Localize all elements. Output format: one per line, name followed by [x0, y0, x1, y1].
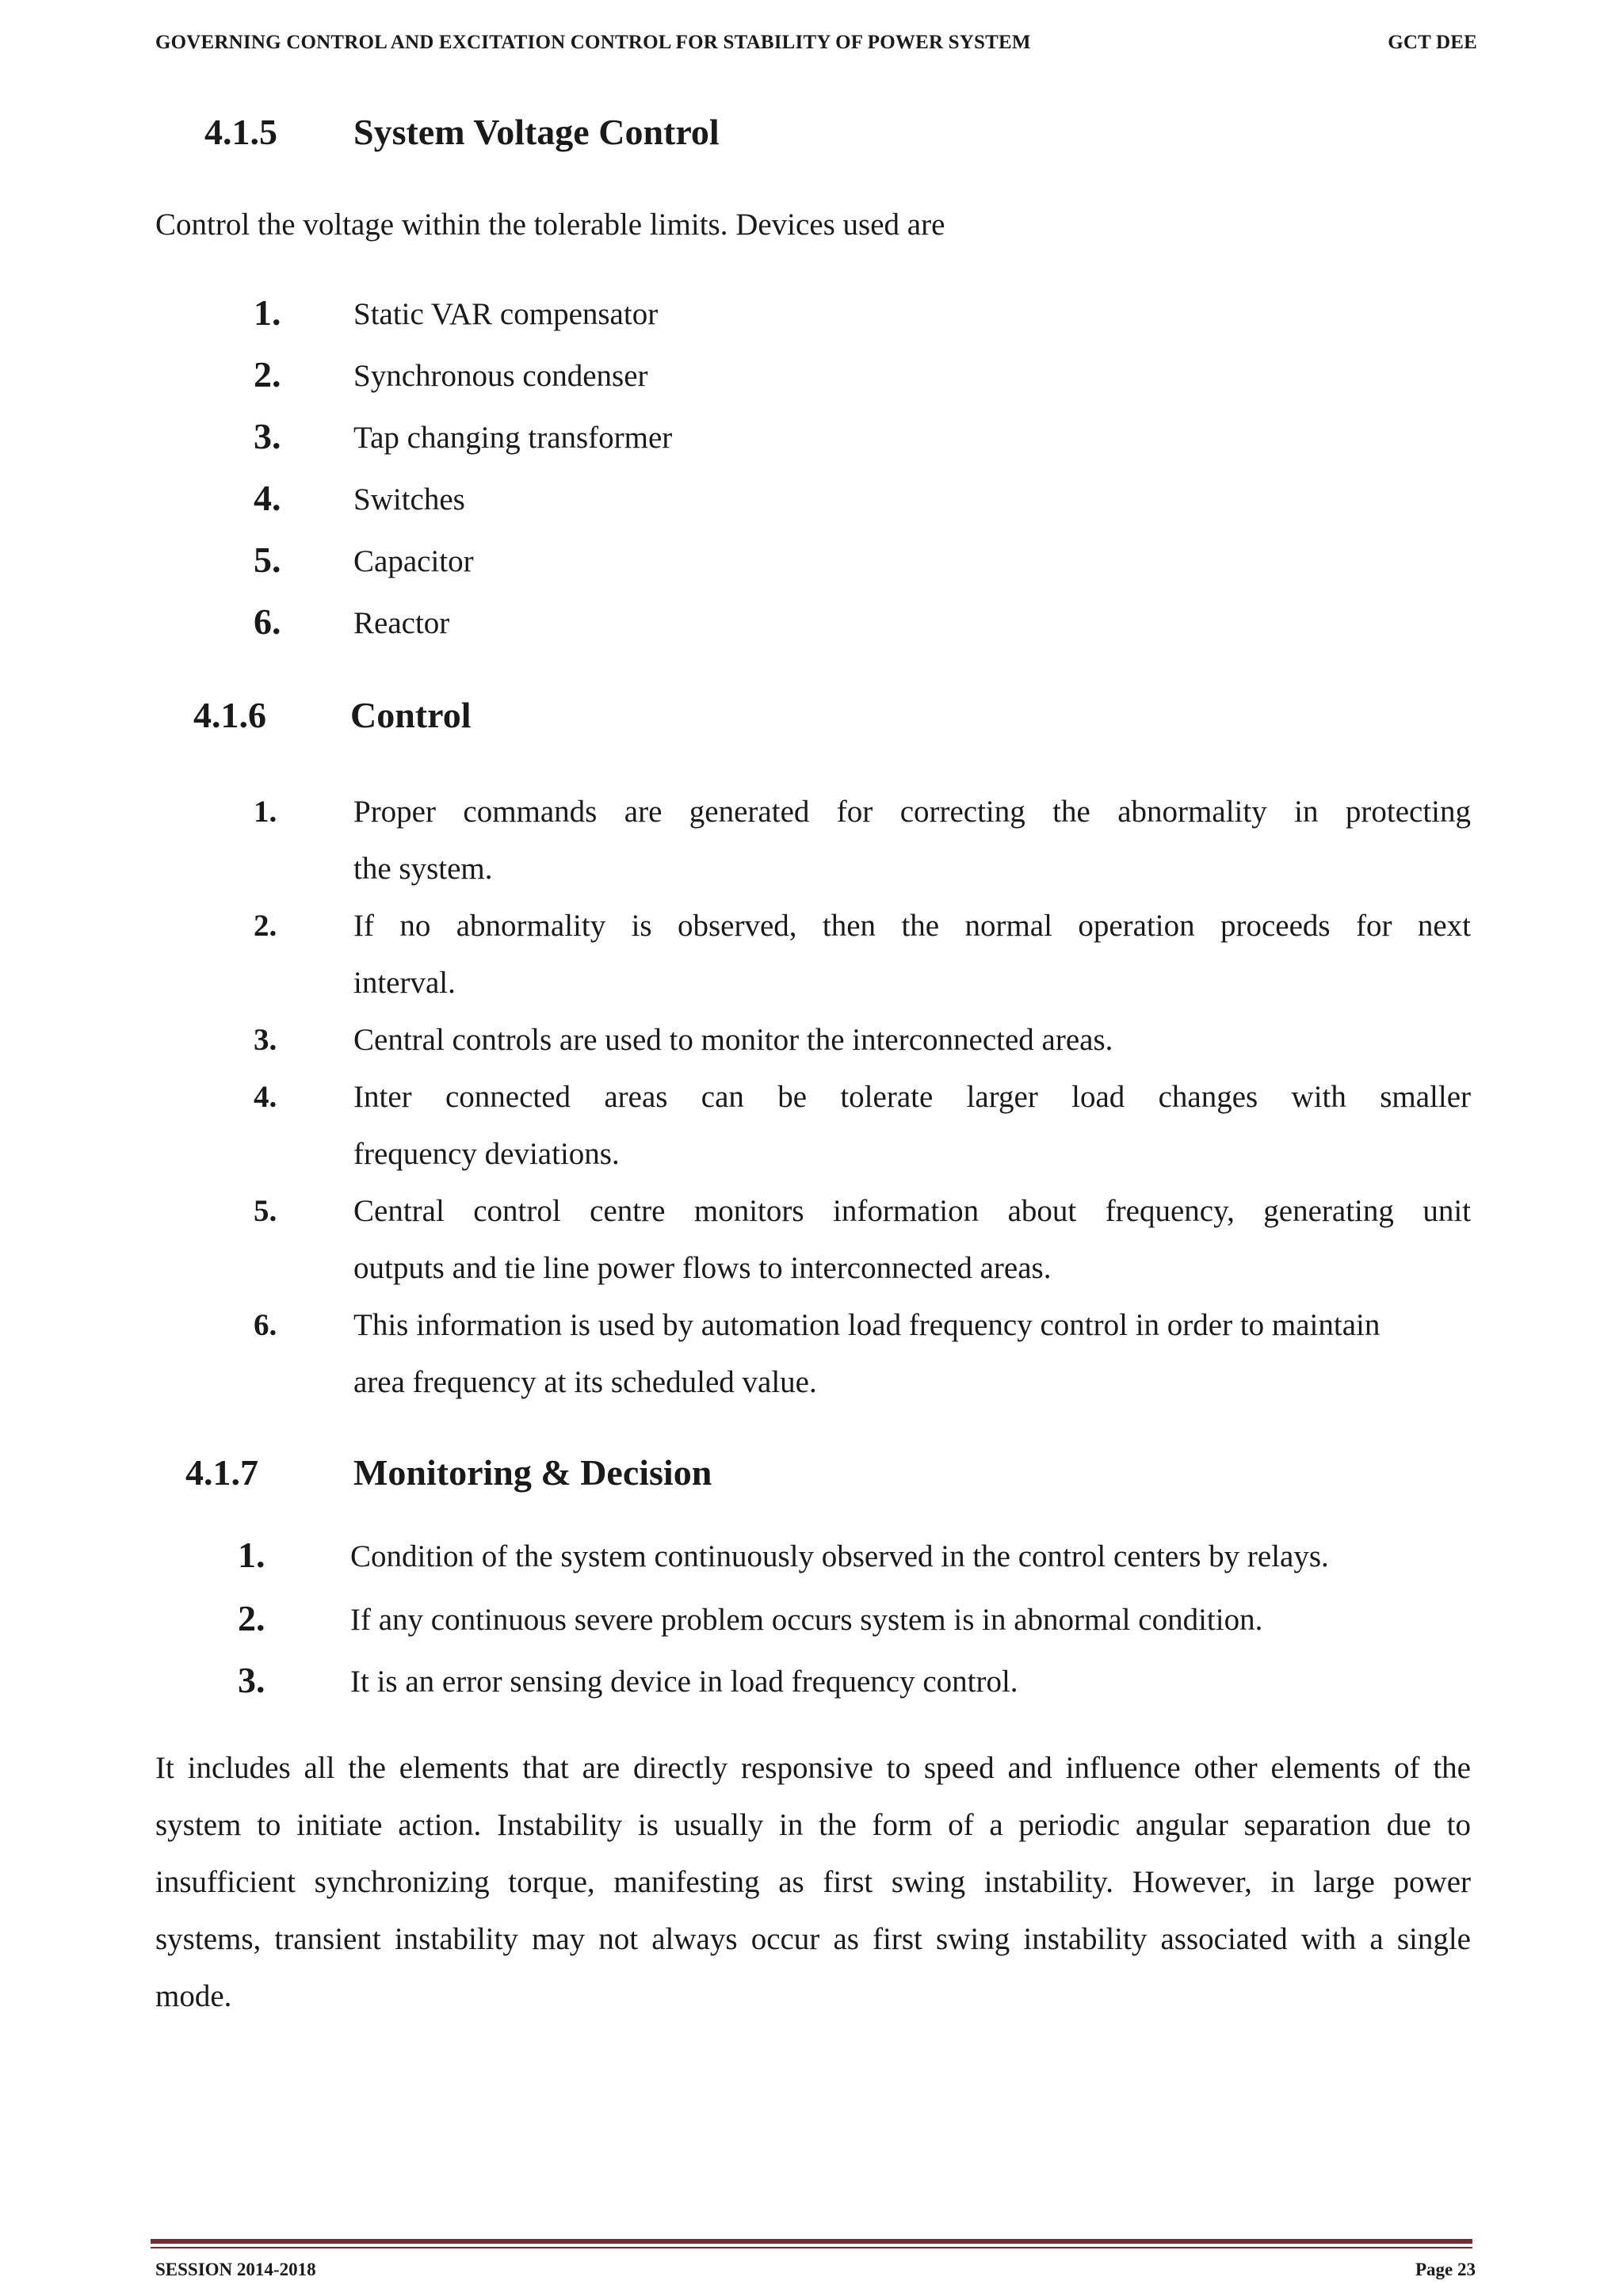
list-item: Switches [353, 482, 465, 517]
section-title-system-voltage-control: System Voltage Control [353, 112, 720, 152]
list-item-line: frequency deviations. [353, 1137, 620, 1171]
list-number: 3. [254, 1023, 277, 1057]
list-number: 5. [254, 540, 281, 580]
paragraph-line: mode. [155, 1979, 232, 2013]
list-item-line: Proper commands are generated for correcting the abnormality in protecting [353, 795, 1471, 829]
list-number: 5. [254, 1194, 277, 1228]
footer-session: SESSION 2014-2018 [155, 2260, 316, 2279]
section-intro: Control the voltage within the tolerable limits. Devices used are [155, 208, 945, 242]
list-item: Reactor [353, 606, 450, 640]
list-item: If any continuous severe problem occurs system is in abnormal condition. [350, 1603, 1263, 1637]
list-number: 2. [238, 1598, 265, 1638]
footer-rule [151, 2239, 1472, 2244]
list-item: Tap changing transformer [353, 421, 673, 455]
list-number: 3. [238, 1660, 265, 1700]
list-item-line: Central control centre monitors information about frequency, generating unit [353, 1194, 1471, 1228]
list-item-line: Central controls are used to monitor the interconnected areas. [353, 1023, 1113, 1057]
list-item-line: area frequency at its scheduled value. [353, 1365, 817, 1399]
list-item: Condition of the system continuously observed in the control centers by relays. [350, 1539, 1329, 1573]
list-item-line: Inter connected areas can be tolerate larger load changes with smaller [353, 1080, 1471, 1114]
section-title-control: Control [350, 695, 472, 735]
list-item-line: outputs and tie line power flows to interconnected areas. [353, 1251, 1052, 1285]
list-number: 1. [254, 795, 277, 829]
running-header-dept: GCT DEE [1388, 32, 1477, 53]
list-number: 3. [254, 416, 281, 456]
list-number: 1. [254, 292, 281, 333]
paragraph-line: It includes all the elements that are directly responsive to speed and influence other elements of the [155, 1751, 1471, 1785]
body-paragraph [155, 1740, 1471, 2025]
list-item: Capacitor [353, 544, 474, 578]
paragraph-line: systems, transient instability may not always occur as first swing instability associated with a single [155, 1922, 1471, 1956]
list-item-line: interval. [353, 966, 456, 1000]
paragraph-line: insufficient synchronizing torque, manifesting as first swing instability. However, in large power [155, 1865, 1471, 1899]
list-number: 2. [254, 354, 281, 395]
list-number: 6. [254, 1308, 277, 1342]
list-number: 2. [254, 909, 277, 943]
section-title-monitoring-decision: Monitoring & Decision [353, 1452, 712, 1493]
section-number-4-1-7: 4.1.7 [185, 1452, 258, 1493]
list-item-line: the system. [353, 852, 493, 886]
list-item-line: If no abnormality is observed, then the normal operation proceeds for next [353, 909, 1471, 943]
list-item: It is an error sensing device in load frequency control. [350, 1665, 1018, 1699]
section-number-4-1-5: 4.1.5 [204, 112, 277, 152]
footer-rule-thin [151, 2247, 1472, 2248]
list-number: 1. [238, 1535, 265, 1575]
list-item: Synchronous condenser [353, 359, 648, 393]
list-number: 4. [254, 1080, 277, 1114]
footer-page-number: Page 23 [1415, 2260, 1476, 2279]
list-item: Static VAR compensator [353, 297, 659, 331]
list-number: 4. [254, 478, 281, 518]
running-header-title: GOVERNING CONTROL AND EXCITATION CONTROL FOR STABILITY OF POWER SYSTEM [155, 32, 1031, 53]
list-item-line: This information is used by automation load frequency control in order to maintain [353, 1308, 1381, 1342]
paragraph-line: system to initiate action. Instability is usually in the form of a periodic angular separation due to [155, 1808, 1471, 1842]
section-number-4-1-6: 4.1.6 [193, 695, 266, 735]
list-number: 6. [254, 601, 281, 642]
